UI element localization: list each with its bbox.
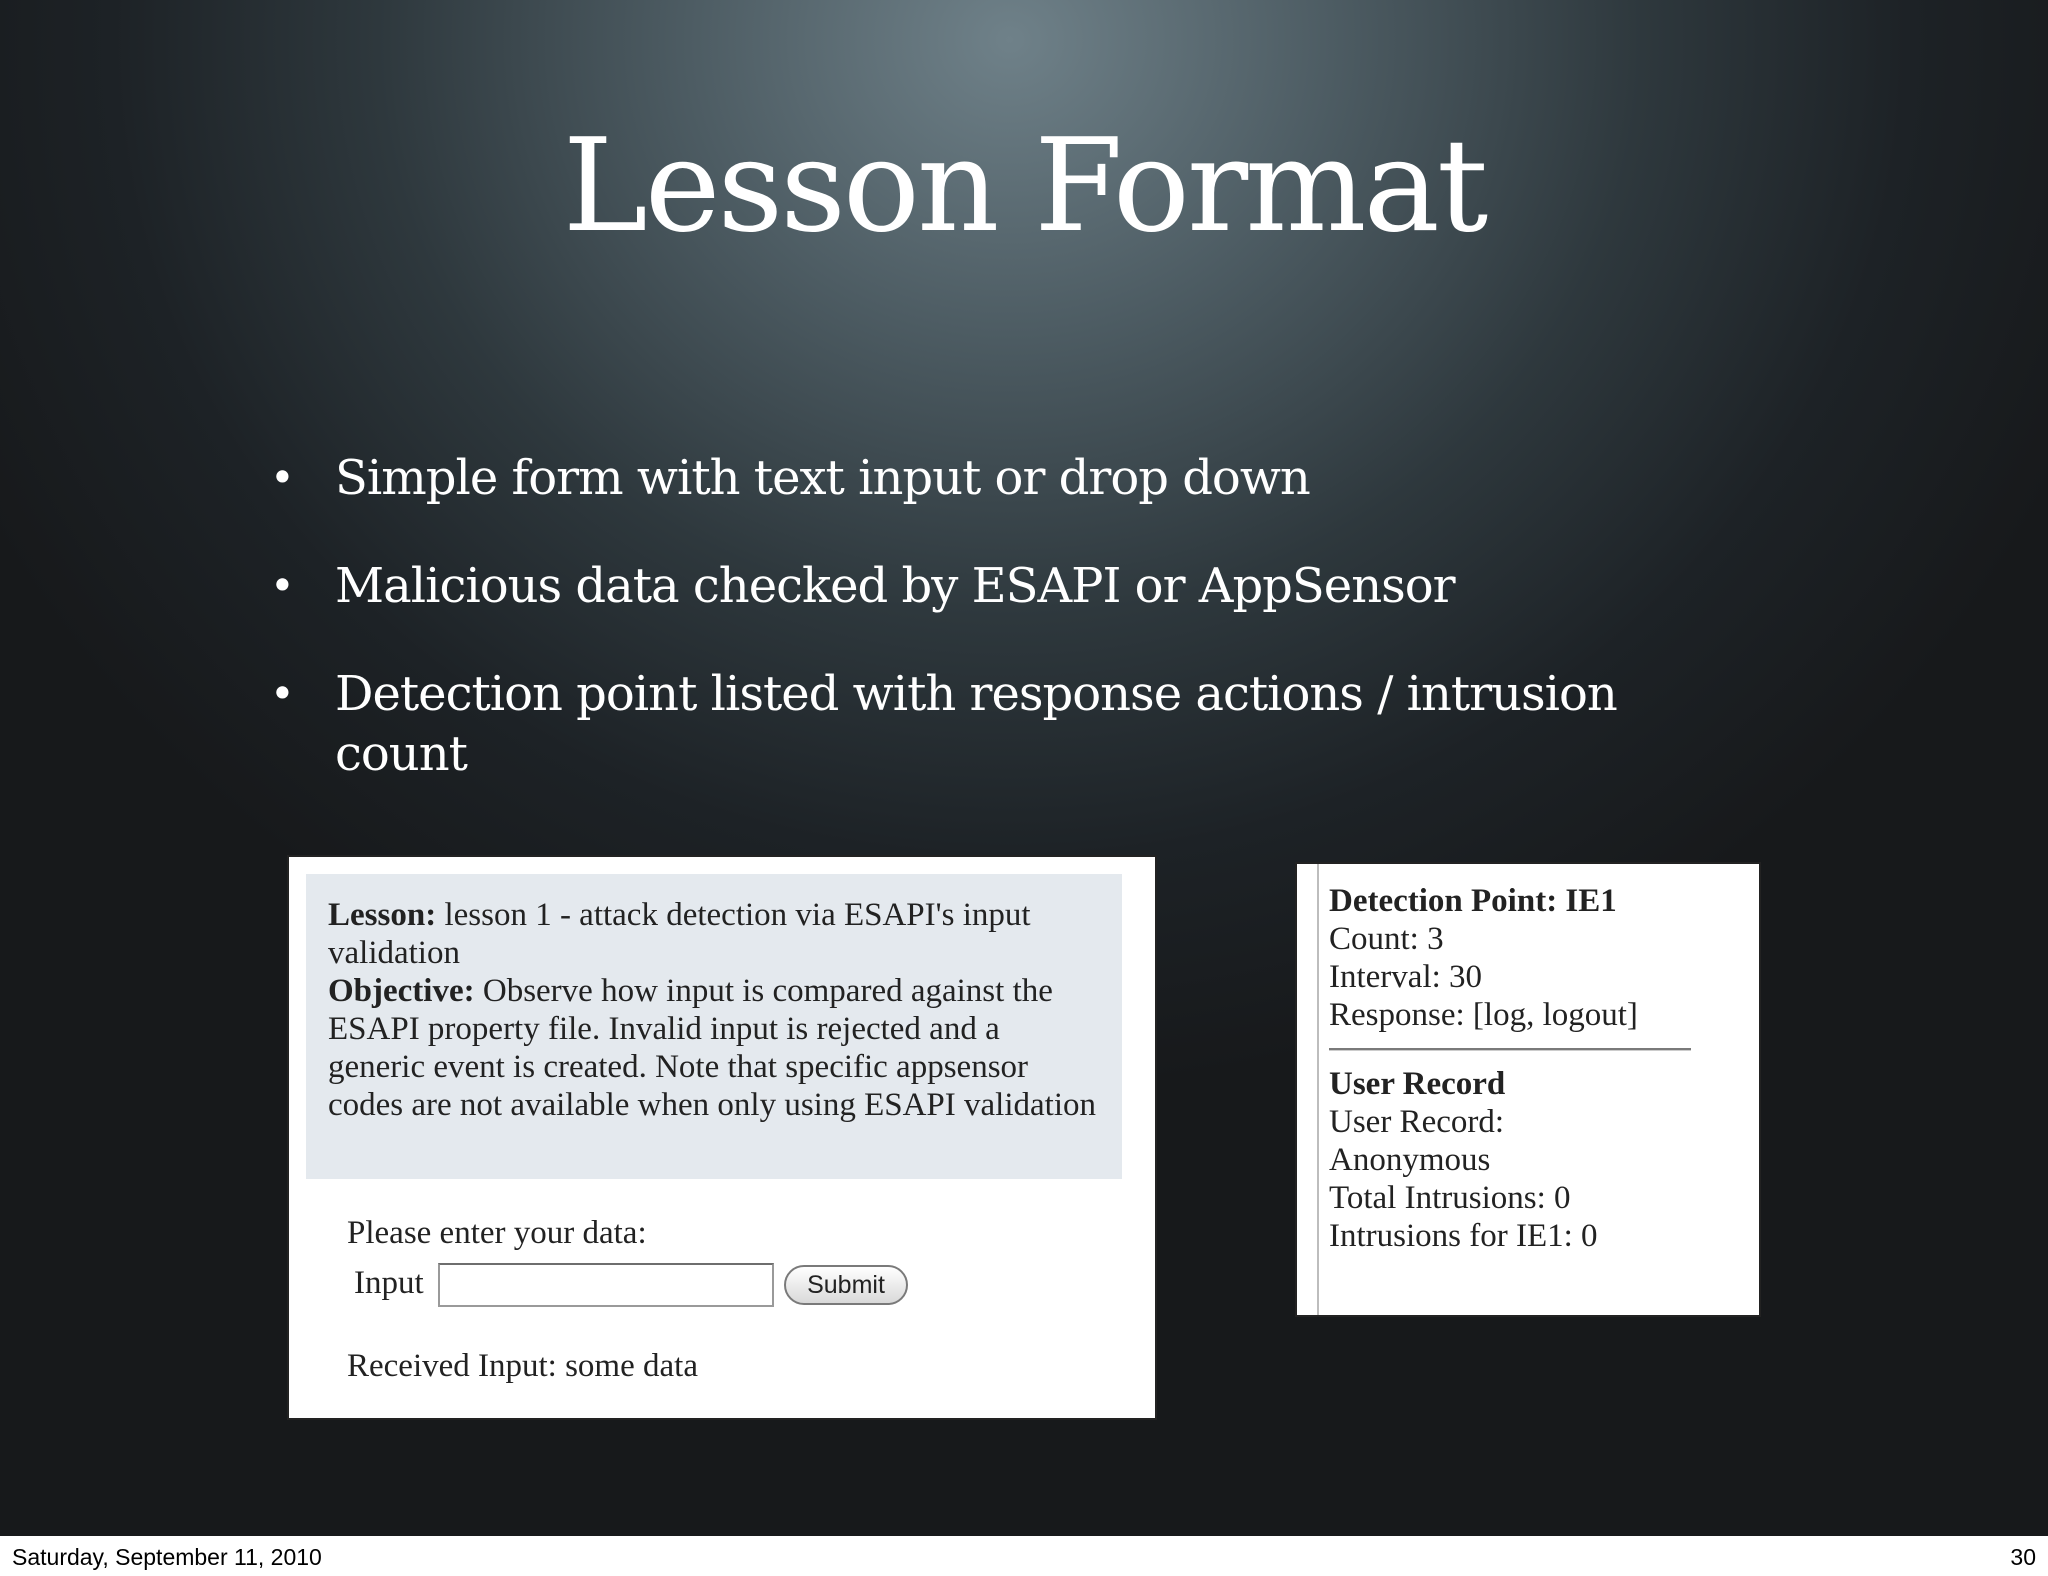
bullet-item (270, 664, 1750, 784)
lesson-label: Lesson: (328, 897, 437, 933)
data-input[interactable] (438, 1263, 774, 1307)
objective-label: Objective: (328, 973, 475, 1009)
input-row (354, 1263, 914, 1309)
received-input-text: Received Input: some data (347, 1348, 698, 1384)
bullet-item (270, 556, 1750, 616)
bullet-list (270, 448, 1750, 832)
submit-button[interactable]: Submit (784, 1265, 908, 1305)
total-intrusions-text: Total Intrusions: 0 (1329, 1180, 1571, 1216)
user-record-heading: User Record (1329, 1066, 1506, 1102)
lesson-screenshot (287, 855, 1157, 1420)
count-text: Count: 3 (1329, 921, 1444, 957)
detection-point-heading: Detection Point: IE1 (1329, 883, 1617, 919)
user-record-label: User Record: (1329, 1104, 1505, 1140)
detection-screenshot (1295, 862, 1761, 1317)
interval-text: Interval: 30 (1329, 959, 1483, 995)
bullet-icon: • (270, 669, 294, 718)
page-number: 30 (2010, 1544, 2036, 1570)
bullet-icon: • (270, 453, 294, 502)
bullet-text: Malicious data checked by ESAPI or AppSensor (335, 558, 1455, 614)
footer-bar (0, 1536, 2048, 1576)
user-name: Anonymous (1329, 1142, 1491, 1178)
objective-text: Observe how input is compared against the ESAPI property file. Invalid input is rejected and a generic event is created. Note that specific appsensor codes are not available when only using ESAPI validation (328, 973, 1096, 1123)
bullet-item (270, 448, 1750, 508)
bullet-text: Detection point listed with response actions / intrusion count (335, 666, 1617, 782)
input-label: Input (354, 1265, 424, 1301)
form-prompt: Please enter your data: (347, 1215, 647, 1251)
slide-title: Lesson Format (562, 112, 1486, 261)
ie1-intrusions-text: Intrusions for IE1: 0 (1329, 1218, 1598, 1254)
lesson-info-box (306, 874, 1122, 1179)
bullet-icon: • (270, 561, 294, 610)
detection-info (1317, 864, 1757, 1315)
lesson-text: lesson 1 - attack detection via ESAPI's input validation (328, 897, 1031, 971)
bullet-text: Simple form with text input or drop down (335, 450, 1310, 506)
divider (1329, 1048, 1691, 1051)
response-text: Response: [log, logout] (1329, 997, 1638, 1033)
footer-date: Saturday, September 11, 2010 (12, 1544, 322, 1570)
